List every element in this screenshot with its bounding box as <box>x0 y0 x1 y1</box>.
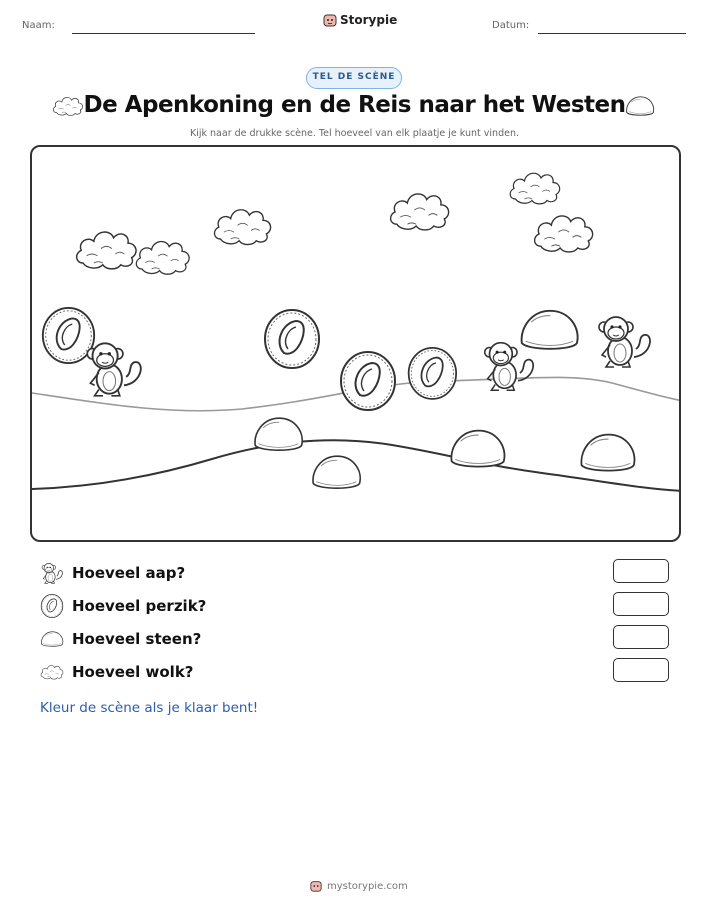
question-text: Hoeveel perzik? <box>72 597 207 615</box>
answer-box-monkey[interactable] <box>613 559 669 583</box>
stone-1 <box>522 311 578 349</box>
name-field[interactable] <box>72 33 255 34</box>
storypie-logo-icon <box>323 13 337 27</box>
color-instruction: Kleur de scène als je klaar bent! <box>40 700 259 716</box>
stone-5 <box>581 435 634 471</box>
cloud-2 <box>136 241 189 274</box>
question-monkey <box>40 560 185 586</box>
count-scene <box>30 145 681 542</box>
stone-3 <box>313 456 360 488</box>
stone-icon <box>40 630 64 648</box>
answer-box-stone[interactable] <box>613 625 669 649</box>
count-scene-badge: TEL DE SCÈNE <box>306 67 402 89</box>
footer-site <box>310 880 408 892</box>
page-subtitle: Kijk naar de drukke scène. Tel hoeveel van elk plaatje je kunt vinden. <box>190 128 519 139</box>
cloud-1 <box>77 232 136 269</box>
peach-1 <box>43 308 94 363</box>
question-text: Hoeveel wolk? <box>72 663 194 681</box>
question-stone <box>40 626 201 652</box>
cloud-6 <box>535 216 593 252</box>
peach-icon <box>40 594 64 618</box>
monkey-3 <box>599 317 650 367</box>
monkey-icon <box>40 561 64 585</box>
question-cloud <box>40 659 194 685</box>
name-label: Naam: <box>22 20 55 31</box>
date-field[interactable] <box>538 33 686 34</box>
peach-4 <box>409 348 457 399</box>
storypie-logo-icon <box>310 880 322 892</box>
cloud-3 <box>214 210 270 245</box>
date-label: Datum: <box>492 20 530 31</box>
question-peach <box>40 593 206 619</box>
cloud-icon <box>40 663 64 681</box>
peach-3 <box>341 352 395 410</box>
cloud-5 <box>510 173 560 204</box>
question-text: Hoeveel aap? <box>72 564 186 582</box>
monkey-1 <box>87 343 141 396</box>
footer-url[interactable]: mystorypie.com <box>327 880 408 892</box>
stone-2 <box>255 418 302 450</box>
monkey-2 <box>485 343 533 391</box>
page-title: De Apenkoning en de Reis naar het Westen <box>83 92 626 118</box>
stone-icon <box>624 95 656 117</box>
answer-box-cloud[interactable] <box>613 658 669 682</box>
stone-4 <box>451 431 504 467</box>
cloud-4 <box>391 194 449 230</box>
brand-name: Storypie <box>340 13 398 27</box>
brand-logo <box>323 13 397 27</box>
peach-2 <box>265 310 319 368</box>
question-text: Hoeveel steen? <box>72 630 202 648</box>
answer-box-peach[interactable] <box>613 592 669 616</box>
